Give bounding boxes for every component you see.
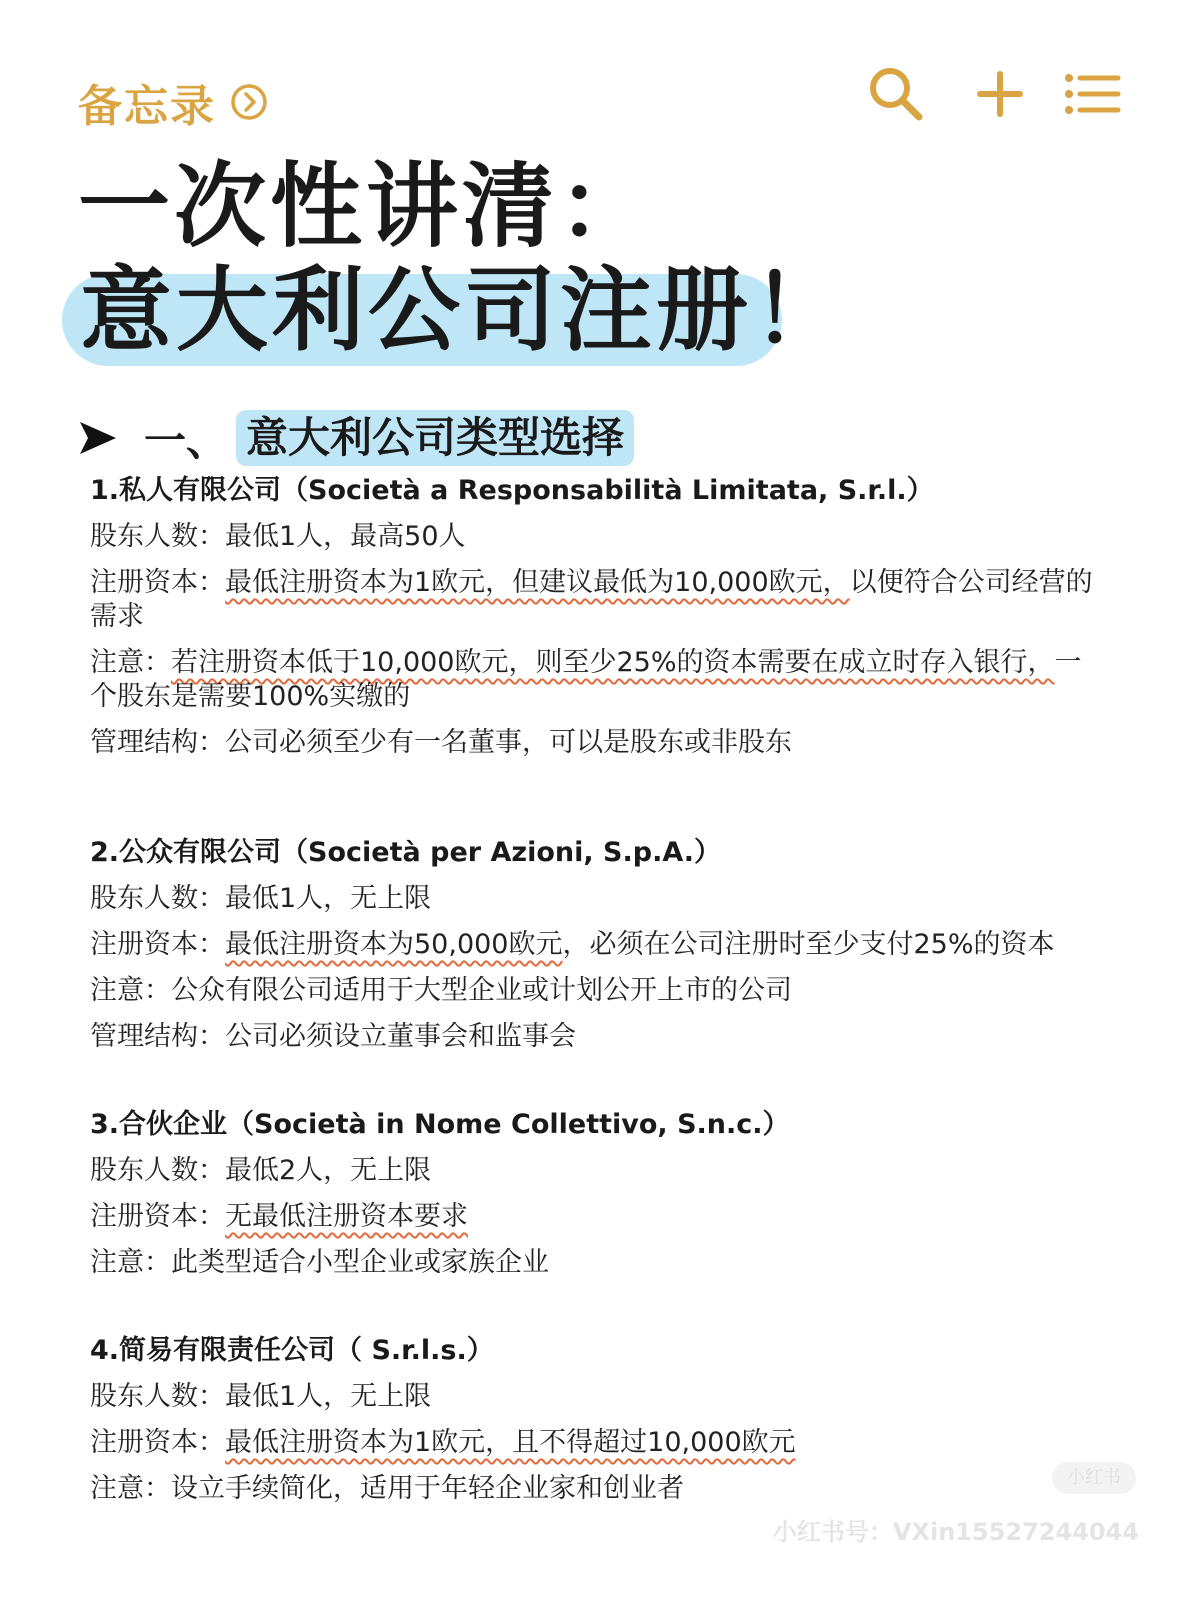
note-label: 注意：: [90, 1473, 171, 1504]
top-bar: [0, 0, 1197, 150]
note-label: 注意：: [90, 975, 171, 1006]
note-line: [90, 1472, 1100, 1506]
company-heading: 3.合伙企业（Società in Nome Collettivo, S.n.c.）: [90, 1109, 790, 1140]
shareholders-value: 最低1人，无上限: [225, 1381, 432, 1412]
management-label: 管理结构：: [90, 727, 225, 758]
shareholders-label: 股东人数：: [90, 1381, 225, 1412]
capital-highlight: 无最低注册资本要求: [225, 1201, 468, 1232]
note-rest: 一个股东是需要100%实缴的: [90, 647, 1082, 712]
shareholders-line: [90, 882, 1100, 916]
plus-icon[interactable]: [970, 64, 1030, 124]
page-title-line1: 一次性讲清：: [78, 153, 655, 260]
management-value: 公司必须设立董事会和监事会: [225, 1021, 576, 1052]
capital-rest: ，必须在公司注册时至少支付25%的资本: [562, 929, 1055, 960]
shareholders-label: 股东人数：: [90, 521, 225, 552]
note-highlight: 若注册资本低于10,000欧元，则至少25%的资本需要在成立时存入银行，: [171, 647, 1055, 678]
section-heading: [78, 410, 634, 466]
capital-label: 注册资本：: [90, 1427, 225, 1458]
back-label: 备忘录: [78, 81, 216, 132]
watermark: 小红书号：VXin15527244044: [772, 1518, 1139, 1546]
note-value: 公众有限公司适用于大型企业或计划公开上市的公司: [171, 975, 792, 1006]
shareholders-value: 最低1人，无上限: [225, 883, 432, 914]
management-line: [90, 726, 1100, 760]
note-label: 注意：: [90, 647, 171, 678]
note-line: [90, 1246, 1100, 1280]
shareholders-line: [90, 1380, 1100, 1414]
capital-line: [90, 566, 1100, 634]
search-icon[interactable]: [866, 64, 926, 124]
management-line: [90, 1020, 1100, 1054]
watermark-badge: 小红书: [1052, 1462, 1136, 1494]
shareholders-label: 股东人数：: [90, 883, 225, 914]
company-heading: 4.简易有限责任公司（ S.r.l.s.）: [90, 1335, 494, 1366]
shareholders-line: [90, 520, 1100, 554]
section-title: 意大利公司类型选择: [236, 410, 634, 466]
company-type-spa: [90, 836, 1100, 1054]
company-heading: 2.公众有限公司（Società per Azioni, S.p.A.）: [90, 837, 721, 868]
note-value: 设立手续简化，适用于年轻企业家和创业者: [171, 1473, 684, 1504]
shareholders-value: 最低1人，最高50人: [225, 521, 466, 552]
management-label: 管理结构：: [90, 1021, 225, 1052]
company-type-snc: [90, 1108, 1100, 1280]
capital-line: [90, 1426, 1100, 1460]
company-type-srls: [90, 1334, 1100, 1506]
company-heading: 1.私人有限公司（Società a Responsabilità Limitata, S.r.l.）: [90, 475, 934, 506]
capital-line: [90, 928, 1100, 962]
back-button[interactable]: [78, 70, 268, 134]
management-value: 公司必须至少有一名董事，可以是股东或非股东: [225, 727, 792, 758]
shareholders-label: 股东人数：: [90, 1155, 225, 1186]
section-number: 一、: [144, 416, 229, 465]
capital-highlight: 最低注册资本为50,000欧元: [225, 929, 563, 960]
shareholders-value: 最低2人，无上限: [225, 1155, 432, 1186]
page-title-line2-block: [62, 256, 849, 372]
capital-highlight: 最低注册资本为1欧元，但建议最低为10,000欧元，: [225, 567, 850, 598]
note-line: [90, 646, 1100, 714]
arrow-right-icon: [78, 420, 118, 456]
capital-line: [90, 1200, 1100, 1234]
chevron-right-circle-icon: [230, 83, 268, 121]
note-value: 此类型适合小型企业或家族企业: [171, 1247, 549, 1278]
capital-label: 注册资本：: [90, 929, 225, 960]
shareholders-line: [90, 1154, 1100, 1188]
capital-highlight: 最低注册资本为1欧元，且不得超过10,000欧元: [225, 1427, 796, 1458]
capital-label: 注册资本：: [90, 1201, 225, 1232]
note-label: 注意：: [90, 1247, 171, 1278]
page-title-line2: 意大利公司注册！: [80, 257, 849, 364]
company-type-srl: [90, 474, 1100, 760]
capital-label: 注册资本：: [90, 567, 225, 598]
note-line: [90, 974, 1100, 1008]
capital-rest: 以便符合公司经营的需求: [90, 567, 1093, 632]
list-icon[interactable]: [1062, 64, 1122, 124]
